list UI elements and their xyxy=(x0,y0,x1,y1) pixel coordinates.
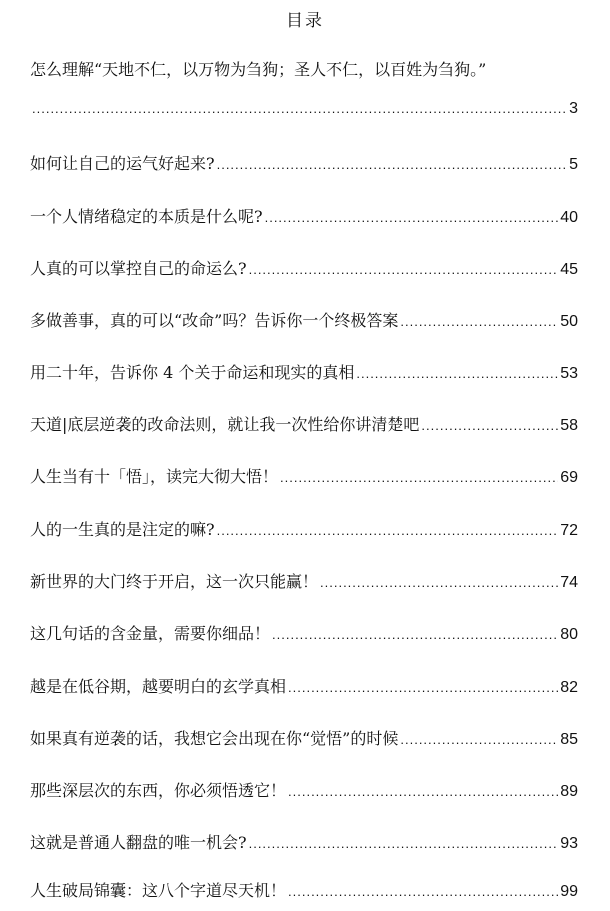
toc-entry-title: 天道|底层逆袭的改命法则，就让我一次性给你讲清楚吧 xyxy=(30,415,420,434)
toc-entry-page: 72 xyxy=(560,522,578,539)
toc-entry-title: 这几句话的含金量，需要你细品！ xyxy=(30,624,271,643)
toc-entry-title: 人真的可以掌控自己的命运么? xyxy=(30,259,247,278)
toc-entry-page: 99 xyxy=(560,883,578,900)
toc-entry-title[interactable]: 怎么理解“天地不仁，以万物为刍狗；圣人不仁，以百姓为刍狗。” xyxy=(30,60,487,79)
dot-leader xyxy=(288,680,558,695)
toc-entry-page: 93 xyxy=(560,835,578,852)
toc-entry[interactable] xyxy=(30,204,578,227)
toc-entry-page: 89 xyxy=(560,783,578,800)
toc-entry[interactable] xyxy=(30,464,578,487)
dot-leader xyxy=(217,523,559,538)
toc-entry-page: 74 xyxy=(560,574,578,591)
toc-entry-page: 45 xyxy=(560,261,578,278)
toc-entry-title: 新世界的大门终于开启，这一次只能赢！ xyxy=(30,572,319,591)
dot-leader xyxy=(32,101,567,116)
toc-entry-page: 58 xyxy=(560,417,578,434)
dot-leader xyxy=(400,732,558,747)
toc-entry-page: 82 xyxy=(560,679,578,696)
toc-entry[interactable] xyxy=(30,151,578,174)
toc-entry-title: 人生破局锦囊：这八个字道尽天机！ xyxy=(30,881,287,900)
toc-entry[interactable] xyxy=(30,256,578,279)
dot-leader xyxy=(421,418,558,433)
toc-entry-title: 如果真有逆袭的话，我想它会出现在你“觉悟”的时候 xyxy=(30,729,399,748)
toc-entry-title: 人生当有十「悟」，读完大彻大悟！ xyxy=(30,467,279,486)
toc-entry[interactable] xyxy=(30,308,578,331)
toc-entry-page: 50 xyxy=(560,313,578,330)
toc-entry[interactable] xyxy=(30,100,578,118)
toc-entry-page: 80 xyxy=(560,626,578,643)
toc-entry[interactable] xyxy=(30,621,578,644)
toc-entry-title: 一个人情绪稳定的本质是什么呢? xyxy=(30,207,263,226)
toc-entry-title: 这就是普通人翻盘的唯一机会? xyxy=(30,833,247,852)
dot-leader xyxy=(249,836,559,851)
toc-entry[interactable] xyxy=(30,778,578,801)
toc-entry[interactable] xyxy=(30,830,578,853)
toc-entry[interactable] xyxy=(30,878,578,901)
toc-entry[interactable] xyxy=(30,360,578,383)
dot-leader xyxy=(320,575,558,590)
toc-entry-title: 那些深层次的东西，你必须悟透它！ xyxy=(30,781,287,800)
toc-entry-title: 人的一生真的是注定的嘛? xyxy=(30,520,215,539)
toc-entry-title: 如何让自己的运气好起来? xyxy=(30,154,215,173)
toc-entry-title: 用二十年，告诉你 4 个关于命运和现实的真相 xyxy=(30,363,355,382)
toc-entry[interactable] xyxy=(30,412,578,435)
dot-leader xyxy=(280,470,558,485)
dot-leader xyxy=(265,210,559,225)
dot-leader xyxy=(288,784,558,799)
toc-entry-page: 69 xyxy=(560,469,578,486)
toc-entry-page: 53 xyxy=(560,365,578,382)
toc-entry-title: 多做善事，真的可以“改命”吗？告诉你一个终极答案 xyxy=(30,311,399,330)
toc-entry[interactable] xyxy=(30,674,578,697)
dot-leader xyxy=(400,314,558,329)
toc-entry[interactable] xyxy=(30,726,578,749)
toc-entry-page: 5 xyxy=(569,156,578,173)
dot-leader xyxy=(249,262,559,277)
toc-entry-page: 85 xyxy=(560,731,578,748)
dot-leader xyxy=(272,627,558,642)
toc-entry-page: 3 xyxy=(569,100,578,117)
toc-entry-title: 越是在低谷期，越要明白的玄学真相 xyxy=(30,677,287,696)
toc-title: 目录 xyxy=(286,11,324,31)
dot-leader xyxy=(217,157,568,172)
dot-leader xyxy=(356,366,558,381)
toc-entry[interactable] xyxy=(30,517,578,540)
toc-entry[interactable] xyxy=(30,569,578,592)
toc-entry-page: 40 xyxy=(560,209,578,226)
dot-leader xyxy=(288,884,558,899)
